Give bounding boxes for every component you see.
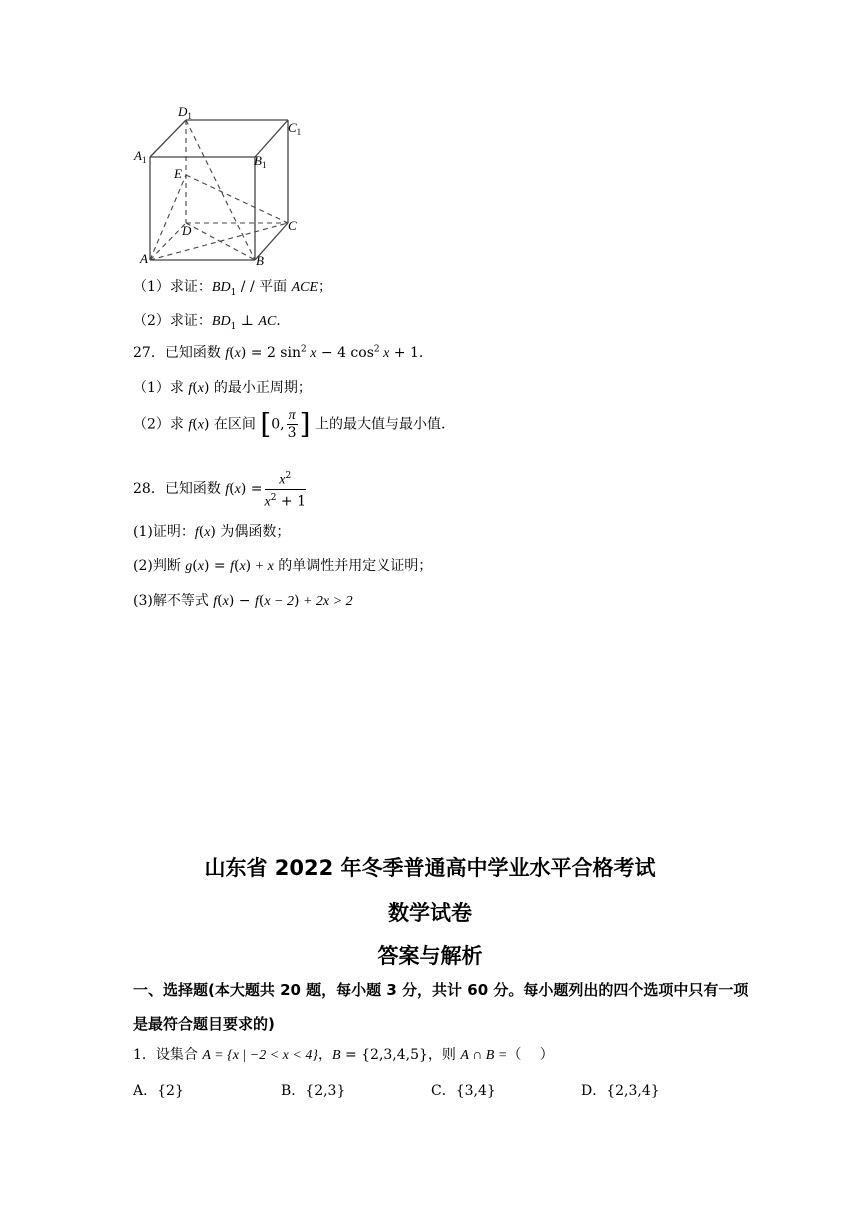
label-c: C <box>288 218 297 233</box>
q27-part2: （2）求 f(x) 在区间 [0, $\frac{\pi}{3}$ ] 上的最大值与最小值. <box>133 407 446 441</box>
label-e: E <box>174 166 182 181</box>
q28-part1: (1)证明：f(x) 为偶函数； <box>133 524 291 540</box>
label-d1: $D_1$ <box>178 104 192 121</box>
q1-option-d[interactable]: D．{2,3,4} <box>581 1083 660 1099</box>
label-b: B <box>256 253 264 265</box>
q28-fraction: $\frac{x^2}{x^2 + 1}$ <box>265 468 307 510</box>
q1-stem: 1．设集合 A = {x | −2 < x < 4}，B = {2,3,4,5}，则 A ∩ B =（ ） <box>133 1047 554 1063</box>
section1-line2: 是最符合题目要求的) <box>133 1015 275 1033</box>
q27-part1: （1）求 f(x) 的最小正周期； <box>133 380 312 396</box>
segment-d1b <box>186 120 255 260</box>
label-b1: $B_1$ <box>254 153 267 170</box>
edge-b1c1 <box>255 120 288 157</box>
segment-ac <box>150 223 288 260</box>
segment-ae <box>150 175 186 260</box>
q26-part2: （2）求证：$BD_1$ ⊥ AC. <box>133 313 281 332</box>
pi-over-3: $\frac{\pi}{3}$ <box>287 408 297 441</box>
cube-figure <box>128 100 318 265</box>
answer-title: 答案与解析 <box>377 944 483 968</box>
section1-line1: 一、选择题(本大题共 20 题，每小题 3 分，共计 60 分。每小题列出的四个选项中只有一项 <box>133 981 749 999</box>
q1-option-a[interactable]: A．{2} <box>133 1083 184 1099</box>
label-a: A <box>140 251 148 265</box>
q1-option-b[interactable]: B．{2,3} <box>281 1083 346 1099</box>
q28-part3: (3)解不等式 f(x) − f(x − 2) + 2x > 2 <box>133 593 353 609</box>
segment-ec <box>186 175 288 223</box>
edge-a1d1 <box>150 120 186 157</box>
q26-part1: （1）求证：$BD_1$ / / 平面 ACE； <box>133 279 333 298</box>
q28-part2: (2)判断 g(x) = f(x) + x 的单调性并用定义证明； <box>133 558 433 574</box>
edge-ad-hidden <box>150 223 186 260</box>
exam-subtitle: 数学试卷 <box>388 901 472 925</box>
q28-stem: 28．已知函数 f(x) = $\frac{x^2}{x^2 + 1}$ <box>133 468 308 510</box>
q27-stem: 27．已知函数 f(x) = 2 $\sin^2 x - 4$ $\cos^2 x + 1$. <box>133 344 424 361</box>
label-d: D <box>182 223 192 238</box>
exam-title: 山东省 2022 年冬季普通高中学业水平合格考试 <box>204 856 656 880</box>
q1-option-c[interactable]: C．{3,4} <box>431 1083 496 1099</box>
label-a1: $A_1$ <box>134 148 147 165</box>
label-c1: $C_1$ <box>288 120 302 137</box>
segment-db <box>186 223 255 260</box>
